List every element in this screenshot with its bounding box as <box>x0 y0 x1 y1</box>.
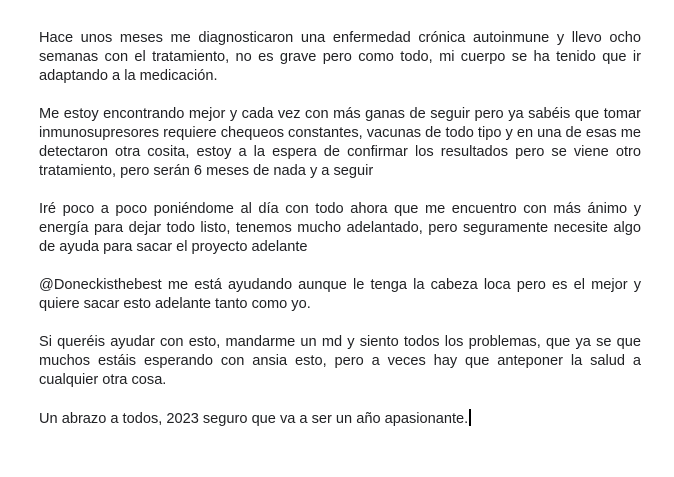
paragraph-treatment: Me estoy encontrando mejor y cada vez con más ganas de seguir pero ya sabéis que tomar inmunosupresores requiere chequeos constantes, vacunas de todo tipo y en una de esas me detectaron otra cosita, estoy a la espera de confirmar los resultados pero se viene otro tratamiento, pero serán 6 meses de nada y a seguir <box>39 106 641 179</box>
document-body[interactable] <box>39 29 641 429</box>
paragraph-helper: @Doneckisthebest me está ayudando aunque le tenga la cabeza loca pero es el mejor y quiere sacar esto adelante tanto como yo. <box>39 277 641 312</box>
text-cursor <box>469 409 471 426</box>
paragraph-help-request: Si queréis ayudar con esto, mandarme un md y siento todos los problemas, que ya se que muchos estáis esperando con ansia esto, pero a veces hay que anteponer la salud a cualquier otra cosa. <box>39 334 641 388</box>
paragraph-diagnosis: Hace unos meses me diagnosticaron una enfermedad crónica autoinmune y llevo ocho semanas con el tratamiento, no es grave pero como todo, mi cuerpo se ha tenido que ir adaptando a la medicación. <box>39 30 641 84</box>
closing-text: Un abrazo a todos, 2023 seguro que va a ser un año apasionante. <box>39 411 469 427</box>
paragraph-closing <box>39 409 641 429</box>
paragraph-progress: Iré poco a poco poniéndome al día con todo ahora que me encuentro con más ánimo y energía para dejar todo listo, tenemos mucho adelantado, pero seguramente necesite algo de ayuda para sacar el proyecto adelante <box>39 201 641 255</box>
